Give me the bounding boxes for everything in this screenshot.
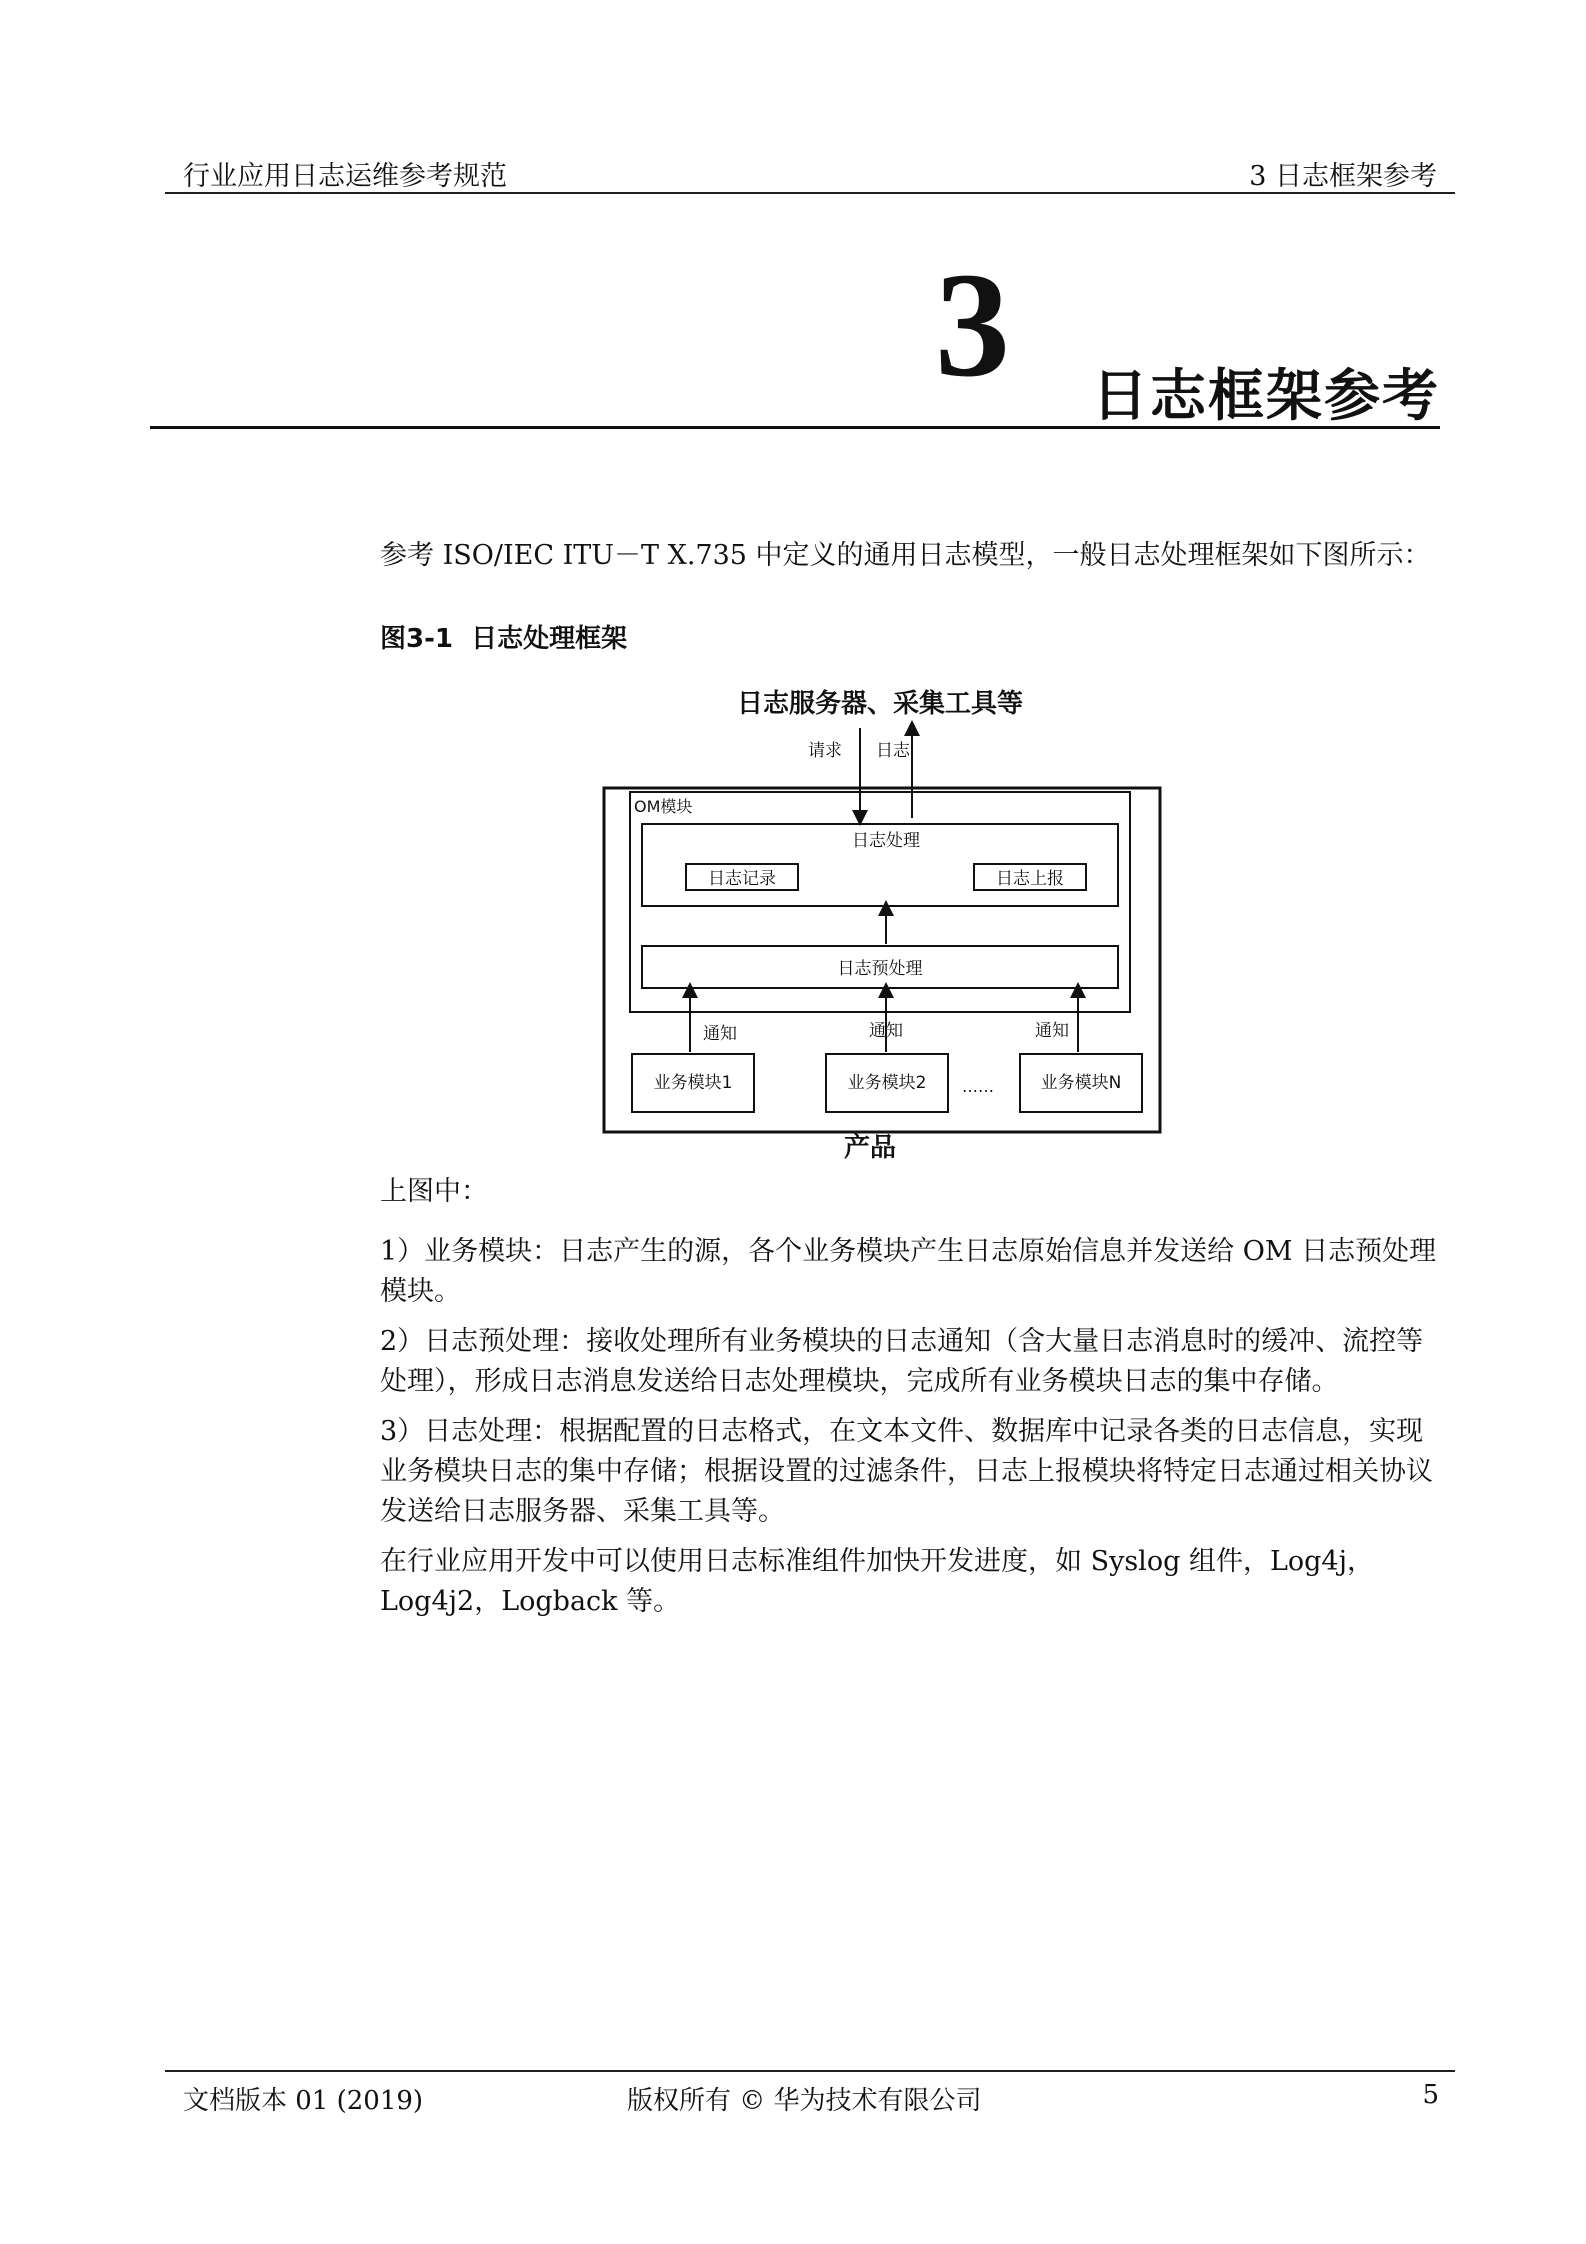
paragraph-closing: 在行业应用开发中可以使用日志标准组件加快开发进度，如 Syslog 组件，Log4j，Log4j2，Logback 等。 [380, 1546, 1374, 1617]
log-framework-diagram [590, 678, 1170, 1168]
diagram-request-label: 请求 [808, 741, 842, 761]
diagram-record-label: 日志记录 [708, 869, 776, 889]
figure-caption [380, 618, 627, 655]
diagram-log-label: 日志 [876, 741, 910, 761]
figure-title: 日志处理框架 [471, 624, 628, 654]
diagram-module-n: 业务模块N [1040, 1073, 1122, 1093]
diagram-ellipsis: …… [962, 1077, 994, 1096]
page-footer [165, 2070, 1455, 2116]
intro-paragraph: 参考 ISO/IEC ITU－T X.735 中定义的通用日志模型，一般日志处理框架如下图所示： [380, 540, 1431, 571]
diagram-module-1: 业务模块1 [653, 1073, 733, 1093]
diagram-report-label: 日志上报 [996, 869, 1064, 889]
diagram-notify-label-n: 通知 [1035, 1021, 1069, 1041]
paragraph-intro-list: 上图中： [380, 1176, 488, 1207]
header-chapter: 3 日志框架参考 [1249, 161, 1437, 192]
diagram-preprocess-label: 日志预处理 [837, 959, 923, 979]
paragraph-item-2: 2）日志预处理：接收处理所有业务模块的日志通知（含大量日志消息时的缓冲、流控等处理），形成日志消息发送给日志处理模块，完成所有业务模块日志的集中存储。 [380, 1326, 1424, 1397]
diagram-om-label: OM模块 [634, 797, 693, 816]
chapter-rule [150, 426, 1440, 429]
diagram-top-label: 日志服务器、采集工具等 [736, 689, 1024, 719]
diagram-notify-label-2: 通知 [869, 1021, 903, 1041]
figure-label: 图3-1 [380, 624, 453, 654]
diagram-processing-label: 日志处理 [852, 831, 920, 851]
page-header [165, 150, 1455, 194]
diagram-notify-label-1: 通知 [703, 1024, 737, 1044]
paragraph-item-1: 1）业务模块：日志产生的源，各个业务模块产生日志原始信息并发送给 OM 日志预处理模块。 [380, 1236, 1437, 1307]
header-doc-title: 行业应用日志运维参考规范 [183, 161, 507, 192]
paragraph-item-3: 3）日志处理：根据配置的日志格式，在文本文件、数据库中记录各类的日志信息，实现业务模块日志的集中存储；根据设置的过滤条件，日志上报模块将特定日志通过相关协议发送给日志服务器、采集工具等。 [380, 1416, 1433, 1527]
diagram-module-2: 业务模块2 [847, 1073, 927, 1093]
footer-copyright: 版权所有 © 华为技术有限公司 [627, 2086, 982, 2116]
footer-version: 文档版本 01 (2019) [183, 2086, 424, 2116]
footer-page-number: 5 [1422, 2080, 1439, 2110]
diagram-product-label: 产品 [843, 1133, 897, 1163]
chapter-title: 日志框架参考 [1092, 364, 1440, 429]
chapter-number: 3 [935, 242, 1010, 408]
